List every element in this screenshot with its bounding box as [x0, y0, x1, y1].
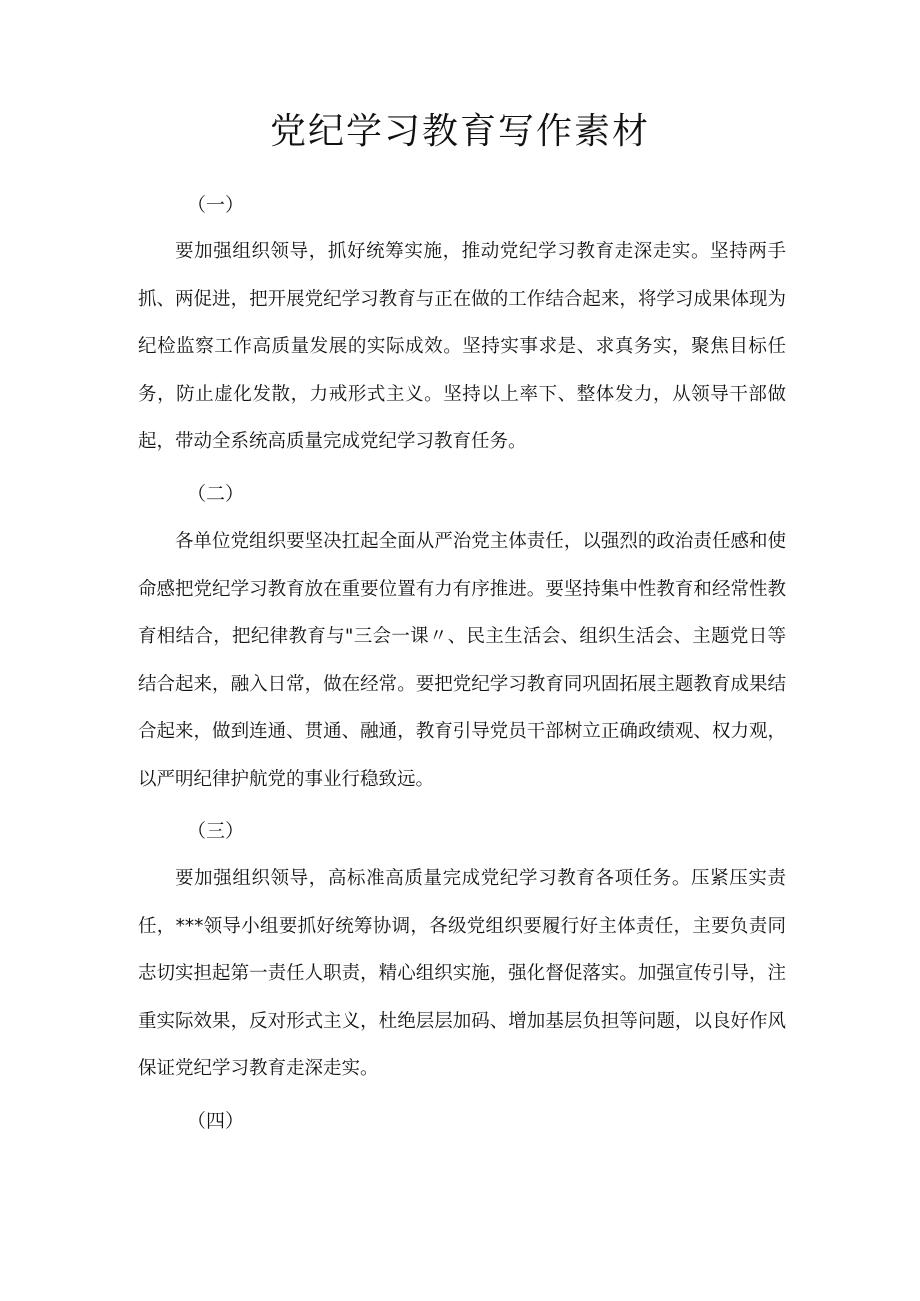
section-paragraph-2: 各单位党组织要坚决扛起全面从严治党主体责任，以强烈的政治责任感和使命感把党纪学习教育放在重要位置有力有序推进。要坚持集中性教育和经常性教育相结合，把纪律教育与"三会一课〃、民主生活会、组织生活会、主题党日等结合起来，融入日常，做在经常。要把党纪学习教育同巩固拓展主题教育成果结合起来，做到连通、贯通、融通，教育引导党员干部树立正确政绩观、权力观，以严明纪律护航党的事业行稳致远。	[138, 531, 786, 790]
section-paragraph-1: 要加强组织领导，抓好统筹实施，推动党纪学习教育走深走实。坚持两手抓、两促进，把开展党纪学习教育与正在做的工作结合起来，将学习成果体现为纪检监察工作高质量发展的实际成效。坚持实事求是、求真务实，聚焦目标任务，防止虚化发散，力戒形式主义。坚持以上率下、整体发力，从领导干部做起，带动全系统高质量完成党纪学习教育任务。	[138, 241, 786, 452]
section-heading-2: （二）	[187, 483, 245, 505]
section-paragraph-3: 要加强组织领导，高标准高质量完成党纪学习教育各项任务。压紧压实责任，***领导小组要抓好统筹协调，各级党组织要履行好主体责任，主要负责同志切实担起第一责任人职责，精心组织实施，强化督促落实。加强宣传引导，注重实际效果，反对形式主义，杜绝层层加码、增加基层负担等问题，以良好作风保证党纪学习教育走深走实。	[138, 868, 786, 1079]
section-heading-4: （四）	[187, 1110, 245, 1132]
document-title: 党纪学习教育写作素材	[269, 111, 650, 152]
section-heading-3: （三）	[187, 820, 245, 842]
section-heading-1: （一）	[187, 194, 245, 216]
